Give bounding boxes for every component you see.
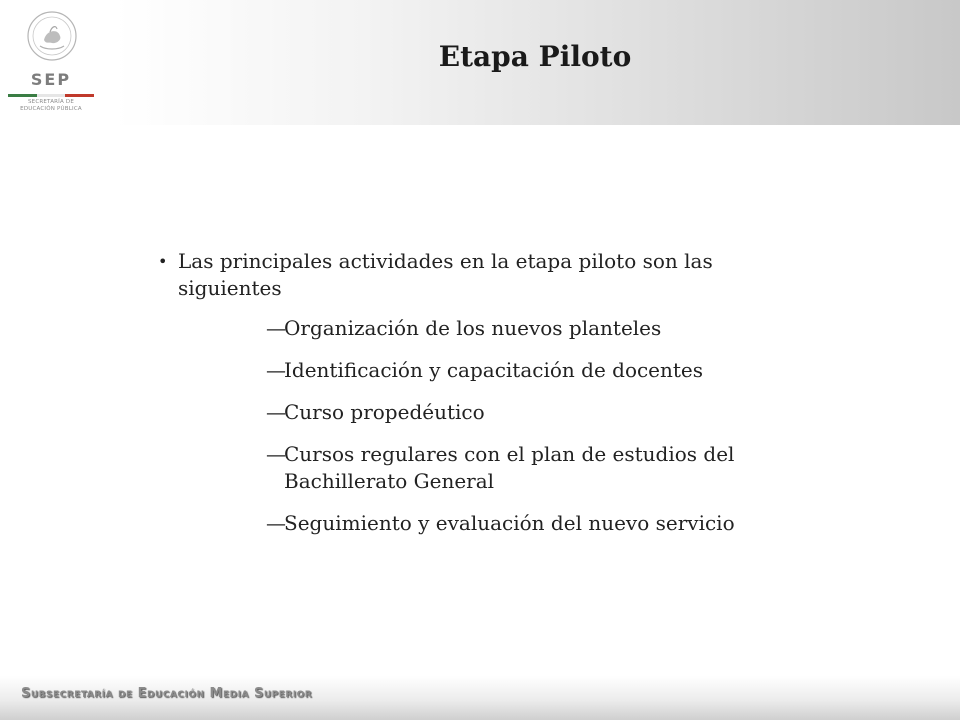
slide-content — [158, 248, 798, 552]
sep-logo — [6, 8, 96, 120]
dash-icon: — — [266, 442, 286, 466]
logo-line-green — [8, 94, 37, 97]
intro-text: Las principales actividades en la etapa piloto son las siguientes — [178, 249, 713, 300]
list-item-text: Organización de los nuevos planteles — [284, 316, 662, 340]
list-item-text: Seguimiento y evaluación del nuevo servicio — [284, 511, 735, 535]
list-item — [158, 510, 764, 537]
dash-icon: — — [266, 358, 286, 382]
bullet-icon: • — [158, 252, 168, 271]
list-item — [158, 399, 764, 426]
dash-icon: — — [266, 400, 286, 424]
dash-icon: — — [266, 511, 286, 535]
logo-line-red — [65, 94, 94, 97]
list-item — [158, 357, 764, 384]
slide-title: Etapa Piloto — [438, 40, 632, 73]
logo-line-white — [37, 94, 66, 97]
activities-list — [158, 315, 798, 537]
national-seal-icon — [26, 10, 78, 62]
logo-subtitle-line1: SECRETARÍA DE — [27, 99, 75, 105]
footer-organization-name: Subsecretaría de Educación Media Superior — [21, 686, 313, 701]
list-item-text: Cursos regulares con el plan de estudios del Bachillerato General — [284, 442, 735, 493]
list-item-text: Curso propedéutico — [284, 400, 485, 424]
dash-icon: — — [266, 316, 286, 340]
logo-tricolor-line — [8, 94, 94, 97]
list-item — [158, 315, 764, 342]
logo-subtitle-line2: EDUCACIÓN PÚBLICA — [20, 106, 82, 112]
list-item — [158, 441, 764, 495]
list-item-text: Identificación y capacitación de docentes — [284, 358, 704, 382]
logo-wordmark: SEP — [30, 70, 72, 89]
intro-bullet — [158, 248, 768, 302]
logo-subtitle — [6, 99, 96, 113]
